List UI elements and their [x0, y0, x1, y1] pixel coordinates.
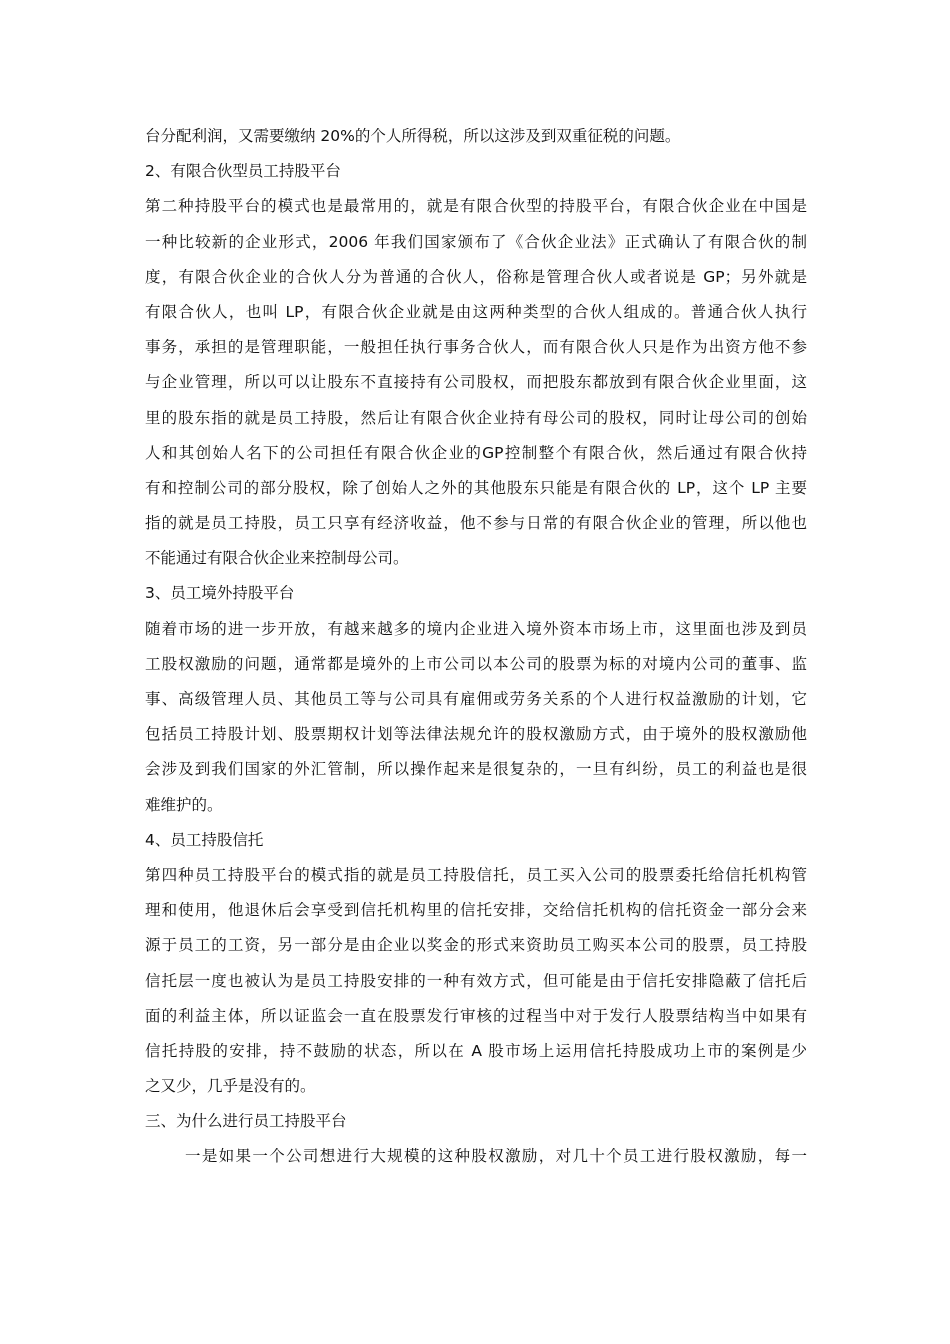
paragraph-line: 指的就是员工持股，员工只享有经济收益，他不参与日常的有限合伙企业的管理，所以他也 [145, 514, 807, 533]
paragraph-line: 事务，承担的是管理职能，一般担任执行事务合伙人，而有限合伙人只是作为出资方他不参 [145, 338, 807, 357]
paragraph-line: 源于员工的工资，另一部分是由企业以奖金的形式来资助员工购买本公司的股票，员工持股 [145, 936, 807, 955]
paragraph-line: 会涉及到我们国家的外汇管制，所以操作起来是很复杂的，一旦有纠纷，员工的利益也是很 [145, 760, 807, 779]
paragraph-line: 一种比较新的企业形式，2006 年我们国家颁布了《合伙企业法》正式确认了有限合伙的制 [145, 232, 807, 251]
paragraph-line: 与企业管理，所以可以让股东不直接持有公司股权，而把股东都放到有限合伙企业里面，这 [145, 373, 807, 392]
paragraph-line: 信托持股的安排，持不鼓励的状态，所以在 A 股市场上运用信托持股成功上市的案例是少 [145, 1041, 807, 1060]
paragraph-line: 不能通过有限合伙企业来控制母公司。 [145, 549, 409, 568]
section-heading: 3、员工境外持股平台 [145, 584, 295, 603]
paragraph-line: 有限合伙人，也叫 LP，有限合伙企业就是由这两种类型的合伙人组成的。普通合伙人执行 [145, 302, 807, 321]
paragraph-line: 面的利益主体，所以证监会一直在股票发行审核的过程当中对于发行人股票结构当中如果有 [145, 1006, 807, 1025]
paragraph-line: 事、高级管理人员、其他员工等与公司具有雇佣或劳务关系的个人进行权益激励的计划，它 [145, 690, 807, 708]
paragraph-line: 里的股东指的就是员工持股，然后让有限合伙企业持有母公司的股权，同时让母公司的创始 [145, 408, 807, 427]
paragraph-line: 度，有限合伙企业的合伙人分为普通的合伙人，俗称是管理合伙人或者说是 GP；另外就是 [145, 267, 807, 286]
section-heading: 三、为什么进行员工持股平台 [145, 1112, 347, 1131]
paragraph-line: 第二种持股平台的模式也是最常用的，就是有限合伙型的持股平台，有限合伙企业在中国是 [145, 197, 807, 216]
paragraph-line: 有和控制公司的部分股权，除了创始人之外的其他股东只能是有限合伙的 LP，这个 LP 主要 [145, 478, 807, 497]
paragraph-line: 一是如果一个公司想进行大规模的这种股权激励，对几十个员工进行股权激励，每一 [185, 1147, 807, 1166]
paragraph-line: 难维护的。 [145, 795, 223, 814]
paragraph-line: 随着市场的进一步开放，有越来越多的境内企业进入境外资本市场上市，这里面也涉及到员 [145, 619, 807, 638]
section-heading: 2、有限合伙型员工持股平台 [145, 162, 341, 181]
paragraph-line: 信托层一度也被认为是员工持股安排的一种有效方式，但可能是由于信托安排隐蔽了信托后 [145, 971, 807, 990]
paragraph-line: 理和使用，他退休后会享受到信托机构里的信托安排，交给信托机构的信托资金一部分会来 [145, 901, 807, 920]
paragraph-line: 之又少，几乎是没有的。 [145, 1077, 316, 1096]
section-heading: 4、员工持股信托 [145, 830, 264, 849]
paragraph-line: 第四种员工持股平台的模式指的就是员工持股信托，员工买入公司的股票委托给信托机构管 [145, 865, 807, 884]
paragraph-line: 工股权激励的问题，通常都是境外的上市公司以本公司的股票为标的对境内公司的董事、监 [145, 654, 807, 673]
document-body [145, 119, 807, 1175]
paragraph-line: 包括员工持股计划、股票期权计划等法律法规允许的股权激励方式，由于境外的股权激励他 [145, 725, 807, 744]
paragraph-line: 人和其创始人名下的公司担任有限合伙企业的GP控制整个有限合伙，然后通过有限合伙持 [145, 443, 807, 462]
paragraph-line: 台分配利润，又需要缴纳 20%的个人所得税，所以这涉及到双重征税的问题。 [145, 127, 681, 145]
